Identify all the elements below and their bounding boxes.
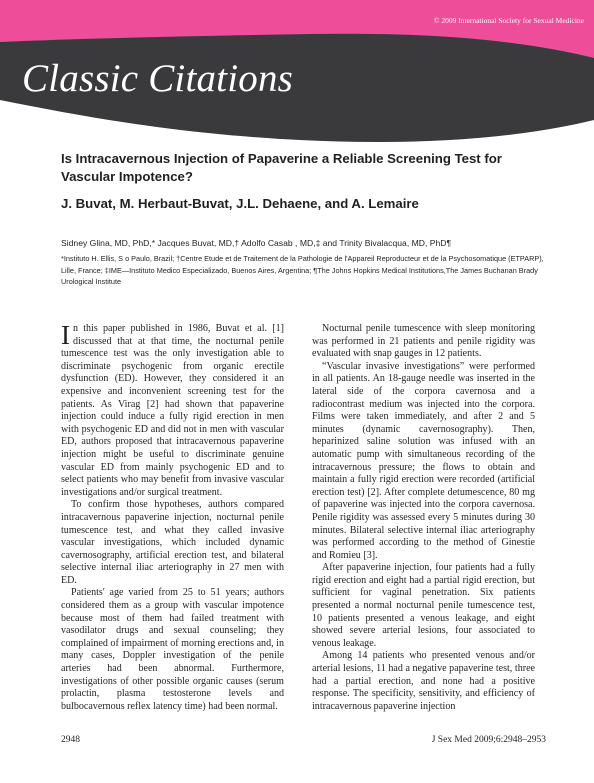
body-paragraph: To confirm those hypotheses, authors compared intracavernous papaverine injection, nocturnal penile tumescence test, and what they called invasive vascular investigations, which included dynamic cavernosography, artificial erection test, and bilateral selective internal iliac arteriography in 27 men with ED. xyxy=(61,499,284,586)
body-column-left xyxy=(61,320,284,713)
drop-cap: I xyxy=(61,320,70,350)
journal-citation: J Sex Med 2009;6:2948–2953 xyxy=(431,735,546,745)
commentary-authors: Sidney Glina, MD, PhD,* Jacques Buvat, MD,† Adolfo Casab , MD,‡ and Trinity Bivalacqua, MD, PhD¶ xyxy=(61,238,452,248)
section-title: Classic Citations xyxy=(22,57,294,100)
paragraph-text: n this paper published in 1986, Buvat et al. [1] discussed that at that time, the nocturnal penile tumescence test was the only investigation able to discriminate psychogenic from organic erectile dysfunction (ED). However, they considered it an expensive and inconvenient screening test for the patients. As Virag [2] had shown that papaverine injection could induce a fully rigid erection in men with psychogenic ED and did not in men with vascular ED, authors proposed that intracavernous papaverine injection might be useful to discriminate genuine vascular ED from mainly psychogenic ED and to select patients who may benefit from invasive vascular investigations and/or surgical treatment. xyxy=(61,323,284,498)
article-title: Is Intracavernous Injection of Papaverine a Reliable Screening Test for Vascular Impotence? xyxy=(61,151,502,184)
page-number: 2948 xyxy=(61,735,80,745)
body-paragraph: “Vascular invasive investigations” were performed in all patients. An 18-gauge needle was inserted in the lateral side of the corpora cavernosa and a radiocontrast medium was injected into the corpora. Films were taken immediately, and after 2 and 5 minutes (dynamic cavernosography). Then, heparinized saline solution was infused with an automatic pump with simultaneous recording of the intracavernous pressure; the flows to obtain and maintain a fully rigid erection were recorded (artificial erection test) [2]. After complete detumescence, 80 mg of papaverine was injected into the corpora cavernosa. Penile rigidity was assessed every 5 minutes during 30 minutes. Bilateral selective internal iliac arteriography was performed according to the method of Ginestie and Romieu [3]. xyxy=(312,360,535,561)
body-paragraph: After papaverine injection, four patients had a fully rigid erection and eight had a partial rigid erection, but sufficient for vaginal penetration. Six patients presented a normal nocturnal penile tumescence test, 10 patients presented a venous leakage, and eight showed severe arterial lesions, four associated to venous leakage. xyxy=(312,562,535,649)
commentary-affiliations: *Instituto H. Ellis, S o Paulo, Brazil; †Centre Etude et de Traitement de la Pathologie de l'Appareil Reproducteur et de la Psychosomatique (ETPARP), Lille, France; ‡IME—Instituto Medico Especializado, Buenos Aires, Argentina; ¶The Johns Hopkins Medical Institutions,The James Buchanan Brady Urological Institute xyxy=(61,254,544,286)
body-paragraph: Among 14 patients who presented venous and/or arterial lesions, 11 had a negative papaverine test, three had a partial erection, and none had a positive response. The specificity, sensitivity, and efficiency of intracavernous papaverine injection xyxy=(312,650,535,712)
article-authors: J. Buvat, M. Herbaut-Buvat, J.L. Dehaene, and A. Lemaire xyxy=(61,196,419,211)
body-column-right xyxy=(312,323,535,713)
body-paragraph: Nocturnal penile tumescence with sleep monitoring was performed in 21 patients and penile rigidity was evaluated with snap gauges in 12 patients. xyxy=(312,323,535,360)
body-paragraph: Patients' age varied from 25 to 51 years; authors considered them as a group with vascular impotence because most of them had failed treatment with vasodilator drugs and sexual counseling; they complained of impairment of morning erections and, in many cases, Doppler investigation of the penile arteries had been abnormal. Furthermore, investigations of other possible organic causes (serum prolactin, plasma testosterone levels and bulbocavernous reflex latency time) had been normal. xyxy=(61,587,284,712)
copyright-notice: © 2009 International Society for Sexual Medicine xyxy=(433,16,584,25)
body-paragraph xyxy=(61,320,284,499)
